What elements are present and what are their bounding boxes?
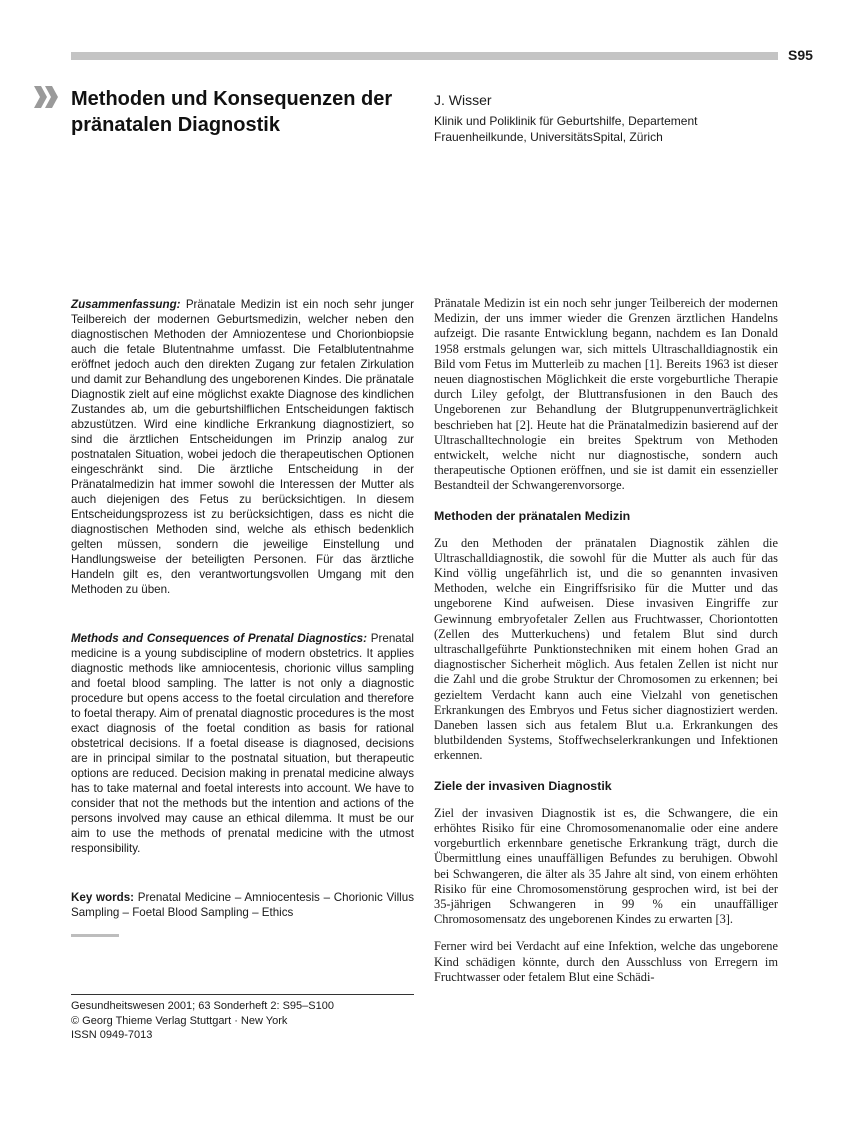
author-name: J. Wisser: [434, 92, 492, 108]
page-number: S95: [788, 47, 813, 63]
citation-journal: Gesundheitswesen 2001; 63 Sonderheft 2: S95–S100: [71, 1000, 334, 1012]
body-paragraph-methods: Zu den Methoden der pränatalen Diagnostik zählen die Ultraschalldiagnostik, die sowohl für die Mutter als auch für das Kind völlig ungefährlich ist, und die so genannten invasiven Methoden, welche ein Eingriffsrisiko für die Mutter und das ungeborene Kind aufweisen. Diese invasiven Eingriffe zur Gewinnung embryofetaler Zellen aus Fruchtwasser, Choriontotten (Zellen des Mutterkuchens) und fetalem Blut sind durch ultraschallgeführte Punktionstechniken mit einem hohen Grad an diagnostischer Sicherheit möglich. Aus fetalen Zellen ist nicht nur die Zahl und die grobe Struktur der Chromosomen zu erkennen; bei gezieltem Verdacht kann auch eine Vielzahl von genetischen Erkrankungen des Embryos und Fetus sicher diagnostiziert werden. Daneben lassen sich aus fetalem Blut u.a. Erkrankungen des blutbildenden Systems, Stoffwechselerkrankungen und Infektionen erkennen.: [434, 535, 778, 763]
body-paragraph-intro: Pränatale Medizin ist ein noch sehr junger Teilbereich der modernen Medizin, der uns immer wieder die Grenzen ärztlichen Handelns aufzeigt. Die rasante Entwicklung begann, nachdem es Ian Donald 1958 erstmals gelungen war, sich mittels Ultraschalldiagnostik ein Bild vom Fetus im Mutterleib zu machen [1]. Bereits 1963 ist dieser neuen diagnostischen Möglichkeit die erste vorgeburtliche Therapie durch Liley gefolgt, der Bluttransfusionen in den Bauch des Ungeborenen zur Behandlung der Blutgruppenunverträglichkeit beschrieben hat [2]. Heute hat die Pränatalmedizin basierend auf der Ultraschalltechnologie ein breites Spektrum von Methoden entwickelt, welche nicht nur diagnostische, sondern auch therapeutische Optionen eröffnen, und sie ist damit ein essenzieller Bestandteil der Schwangerenvorsorge.: [434, 296, 778, 493]
keywords: [71, 890, 414, 920]
citation-footer: [71, 999, 334, 1043]
section-end-marker: [71, 934, 119, 937]
keywords-label: Key words:: [71, 891, 135, 904]
keywords-text: Prenatal Medicine – Amniocentesis – Chorionic Villus Sampling – Foetal Blood Sampling – Ethics: [71, 891, 414, 919]
abstract-english: [71, 631, 414, 856]
abstract-english-text: Prenatal medicine is a young subdiscipline of modern obstetrics. It applies diagnostic methods like amniocentesis, chorionic villus sampling and foetal blood sampling. The latter is not only a diagnostic procedure but opens access to the foetal circulation and therefore to foetal therapy. Aim of prenatal diagnostic procedures is the most exact diagnosis of the foetal condition as basis for rational obstetrical decisions. If a foetal disease is diagnosed, decisions are in principal similar to the postnatal situation, but therapeutic options are reduced. Decision making in prenatal medicine always has to take maternal and foetal interests into account. We have to consider that not the methods but the intention and actions of the persons involved may cause an ethical dilemma. It must be our aim to use the methods of prenatal medicine with the utmost responsibility.: [71, 632, 414, 855]
body-column: [434, 296, 778, 985]
author-affiliation: Klinik und Poliklinik für Geburtshilfe, Departement Frauenheilkunde, UniversitätsSpital, Zürich: [434, 114, 698, 144]
footer-rule: [71, 994, 414, 995]
header-rule: [71, 52, 778, 60]
abstract-german-text: Pränatale Medizin ist ein noch sehr junger Teilbereich der modernen Geburtsmedizin, welcher neben den diagnostischen Methoden der Amniozentese und Chorionbiopsie auch die fetale Blutentnahme umfasst. Die Fetalblutentnahme eröffnet jedoch auch den direkten Zugang zur fetalen Zirkulation und damit zur Behandlung des ungeborenen Kindes. Die pränatale Diagnostik zielt auf eine möglichst exakte Diagnose des kindlichen Zustandes ab, um die geburtshilflichen Entscheidungen faktisch abzustützen. Wird eine kindliche Erkrankung diagnostiziert, so sind die ärztlichen Entscheidungen im Prinzip analog zur postnatalen Situation, wobei jedoch die therapeutischen Optionen eingeschränkt sind. Die ärztliche Entscheidung in der Pränatalmedizin hat immer sowohl die Interessen der Mutter als auch diejenigen des Fetus zu berücksichtigen. In diesem Entscheidungsprozess ist zu berücksichtigen, dass es nicht die diagnostischen Methoden sind, welche als ethisch bedenklich gelten müssen, sondern die jeweilige Einstellung und Handlungsweise der beteiligten Personen. Für das ärztliche Handeln gilt es, den verantwortungsvollen Umgang mit den Methoden zu üben.: [71, 298, 414, 596]
abstract-english-label: Methods and Consequences of Prenatal Diagnostics:: [71, 632, 367, 645]
section-heading-methods: Methoden der pränatalen Medizin: [434, 508, 631, 523]
citation-copyright: © Georg Thieme Verlag Stuttgart · New York: [71, 1014, 288, 1027]
abstract-german: [71, 297, 414, 597]
article-title: Methoden und Konsequenzen der pränatalen Diagnostik: [71, 88, 393, 136]
body-paragraph-infection: Ferner wird bei Verdacht auf eine Infektion, welche das ungeborene Kind schädigen könnte, durch den Ausschluss von Erregern im Fruchtwasser oder fetalem Blut eine Schädi-: [434, 939, 778, 984]
body-paragraph-goals: Ziel der invasiven Diagnostik ist es, die Schwangere, die ein erhöhtes Risiko für eine Chromosomenanomalie oder eine andere vorgeburtlich erkennbare genetische Erkrankung trägt, durch die Übermittlung eines unauffälligen Befundes zu beruhigen. Obwohl bei Schwangeren, die älter als 35 Jahre alt sind, von einem erhöhten Risiko für eine Chromosomenstörung gesprochen wird, ist bei der 35-jährigen Schwangeren in 99 % ein unauffälliger Chromosomensatz des ungeborenen Kindes zu erwarten [3].: [434, 805, 778, 927]
double-chevron-icon: [34, 86, 60, 108]
citation-issn: ISSN 0949-7013: [71, 1029, 153, 1041]
abstract-german-label: Zusammenfassung:: [71, 298, 181, 311]
section-heading-goals: Ziele der invasiven Diagnostik: [434, 778, 612, 793]
